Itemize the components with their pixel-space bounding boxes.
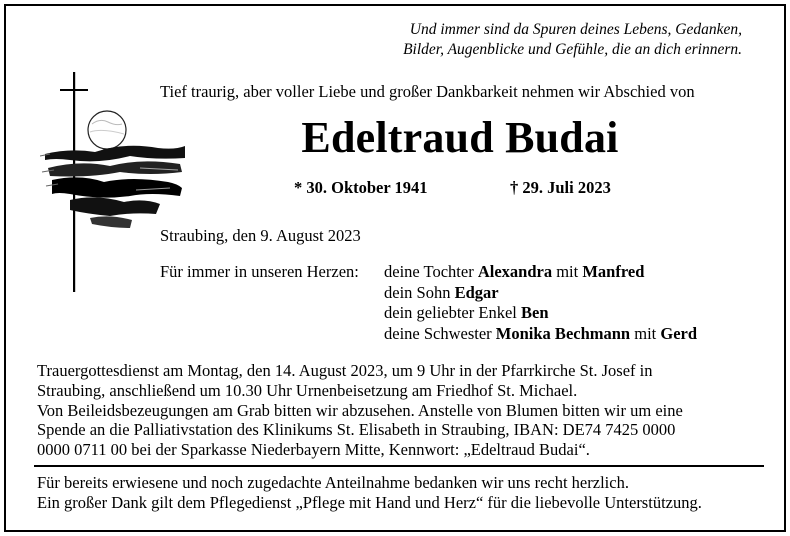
- mourner-relation: dein geliebter Enkel: [384, 303, 521, 322]
- mourners-label: Für immer in unseren Herzen:: [160, 262, 359, 281]
- deceased-name: Edeltraud Budai: [301, 113, 619, 162]
- service-line: Von Beileidsbezeugungen am Grab bitten wir abzusehen. Anstelle von Blumen bitten wir um eine: [37, 400, 683, 420]
- mourner-name: Alexandra: [477, 262, 553, 281]
- quote-line-1: Und immer sind da Spuren deines Lebens, Gedanken,: [409, 21, 742, 38]
- mourner-connector: mit: [552, 262, 583, 281]
- thanks-text: [37, 473, 702, 513]
- mourner-row: [384, 324, 697, 345]
- memorial-quote: [403, 20, 742, 60]
- mourner-row: [384, 262, 697, 283]
- intro-text: Tief traurig, aber voller Liebe und großer Dankbarkeit nehmen wir Abschied von: [160, 82, 695, 101]
- mourner-connector: mit: [630, 323, 661, 343]
- mourner-relation: deine Schwester: [384, 323, 496, 343]
- cross-landscape-illustration: [40, 72, 190, 294]
- mourner-relation: dein Sohn: [384, 282, 455, 302]
- service-line: Spende an die Palliativstation des Klinikums St. Elisabeth in Straubing, IBAN: DE74 7425 0000: [37, 420, 676, 440]
- mourner-name: Ben: [521, 303, 549, 322]
- service-line: 0000 0711 00 bei der Sparkasse Niederbayern Mitte, Kennwort: „Edeltraud Budai“.: [37, 440, 590, 460]
- mourner-name: Monika Bechmann: [495, 323, 631, 343]
- service-details: [37, 361, 683, 460]
- mourner-relation: deine Tochter: [384, 262, 478, 281]
- mourner-name: Edgar: [454, 282, 499, 302]
- thanks-line: Ein großer Dank gilt dem Pflegedienst „Pflege mit Hand und Herz“ für die liebevolle Unterstützung.: [37, 493, 702, 512]
- mourner-partner-name: Manfred: [582, 262, 645, 281]
- birth-date: * 30. Oktober 1941: [294, 178, 428, 197]
- mourner-row: [384, 283, 697, 304]
- service-line: Trauergottesdienst am Montag, den 14. August 2023, um 9 Uhr in der Pfarrkirche St. Josef in: [37, 361, 653, 380]
- death-date: † 29. Juli 2023: [510, 178, 611, 197]
- mourners-list: [384, 262, 697, 344]
- thanks-line: Für bereits erwiesene und noch zugedachte Anteilnahme bedanken wir uns recht herzlich.: [37, 473, 629, 492]
- place-date: Straubing, den 9. August 2023: [160, 226, 361, 245]
- service-line: Straubing, anschließend um 10.30 Uhr Urnenbeisetzung am Friedhof St. Michael.: [37, 380, 578, 400]
- mourner-row: [384, 303, 697, 324]
- quote-line-2: Bilder, Augenblicke und Gefühle, die an dich erinnern.: [403, 41, 742, 58]
- divider: [34, 465, 764, 467]
- mourner-partner-name: Gerd: [660, 323, 698, 343]
